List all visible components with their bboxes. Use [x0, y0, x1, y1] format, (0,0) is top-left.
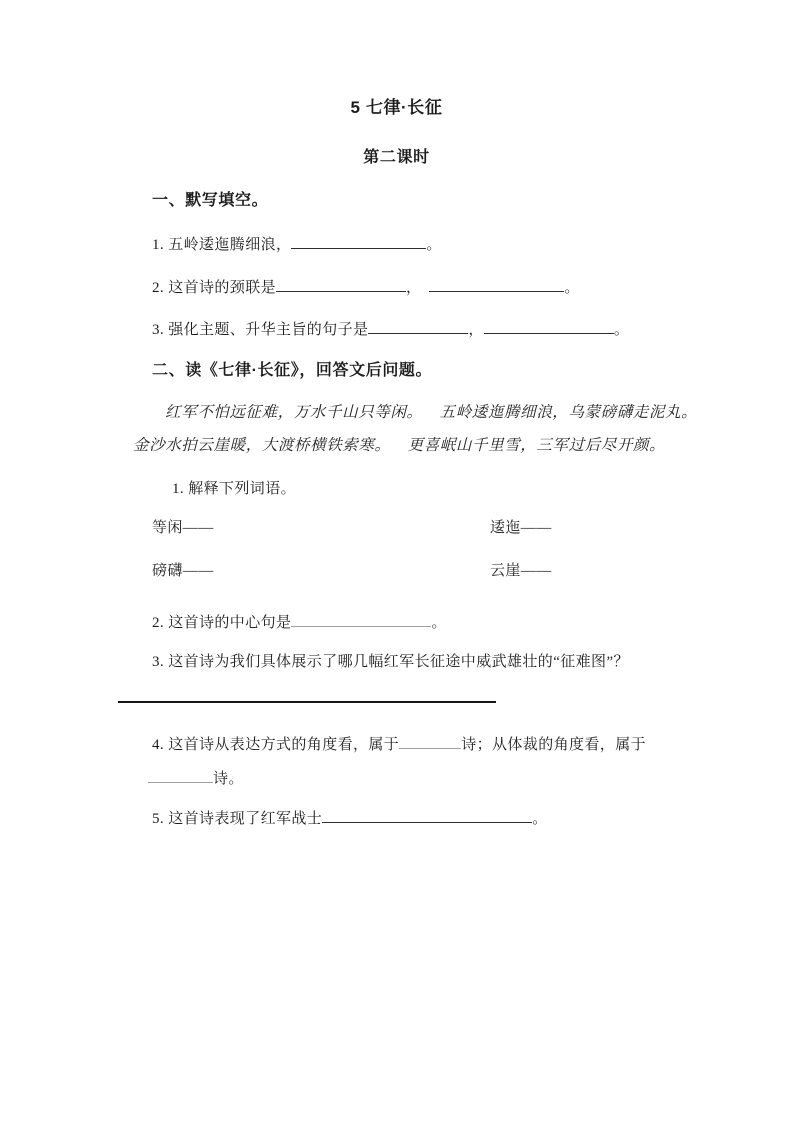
page-title: 5 七律·长征 [350, 98, 443, 117]
section1-heading: 一、默写填空。 [152, 192, 269, 209]
punctuation: 。 [564, 280, 580, 296]
fill-in-blank [291, 233, 426, 249]
fill-in-blank [368, 318, 468, 334]
page-subtitle: 第二课时 [363, 149, 430, 166]
word-term: 逶迤—— [490, 520, 552, 536]
fill-in-blank [484, 318, 614, 334]
section2-q4-line1 [152, 733, 646, 756]
question-text: 5. 这首诗表现了红军战士 [152, 811, 323, 827]
fill-in-blank [291, 611, 431, 627]
punctuation: 。 [431, 615, 447, 631]
question-text: 3. 强化主题、升华主旨的句子是 [152, 322, 369, 338]
fill-in-blank [399, 733, 461, 749]
word-row-2 [152, 561, 793, 582]
poem-verse: 金沙水拍云崖暖，大渡桥横铁索寒。 [133, 436, 391, 454]
poem-line-2 [133, 435, 665, 456]
word-term: 磅礴—— [152, 563, 214, 579]
question-text: 诗。 [213, 771, 244, 787]
punctuation: 。 [613, 322, 630, 338]
fill-in-blank [276, 276, 406, 292]
word-row-1 [152, 518, 793, 539]
fill-in-blank [148, 767, 213, 783]
section2-q3: 3. 这首诗为我们具体展示了哪几幅红军长征途中威武雄壮的“征难图”？ [152, 654, 629, 670]
word-term: 云崖—— [490, 563, 552, 579]
punctuation: ， [406, 280, 422, 296]
answer-line [118, 701, 496, 703]
question-text: 1. 五岭逶迤腾细浪， [152, 237, 292, 253]
question-text: 2. 这首诗的颈联是 [152, 280, 277, 296]
punctuation: 。 [426, 237, 442, 253]
section2-q2 [152, 611, 447, 634]
poem-verse: 五岭逶迤腾细浪，乌蒙磅礴走泥丸。 [439, 403, 698, 421]
fill-in-blank [322, 807, 532, 823]
word-term: 等闲—— [152, 520, 214, 536]
question-text: 诗；从体裁的角度看，属于 [461, 737, 647, 753]
section2-q5 [152, 807, 548, 830]
poem-verse: 更喜岷山千里雪，三军过后尽开颜。 [407, 436, 666, 454]
punctuation: 。 [532, 811, 548, 827]
question-text: 2. 这首诗的中心句是 [152, 615, 292, 631]
section1-item1 [152, 233, 442, 256]
section1-item2 [152, 276, 580, 299]
question-text: 4. 这首诗从表达方式的角度看，属于 [152, 737, 400, 753]
section1-item3 [152, 318, 629, 341]
section2-q4-line2 [148, 767, 244, 790]
punctuation: ， [468, 322, 484, 338]
poem-line-1 [165, 402, 697, 423]
section2-q1-label: 1. 解释下列词语。 [172, 481, 297, 497]
section2-heading: 二、读《七律·长征》，回答文后问题。 [152, 362, 433, 379]
fill-in-blank [429, 276, 564, 292]
poem-verse: 红军不怕远征难，万水千山只等闲。 [165, 403, 423, 421]
